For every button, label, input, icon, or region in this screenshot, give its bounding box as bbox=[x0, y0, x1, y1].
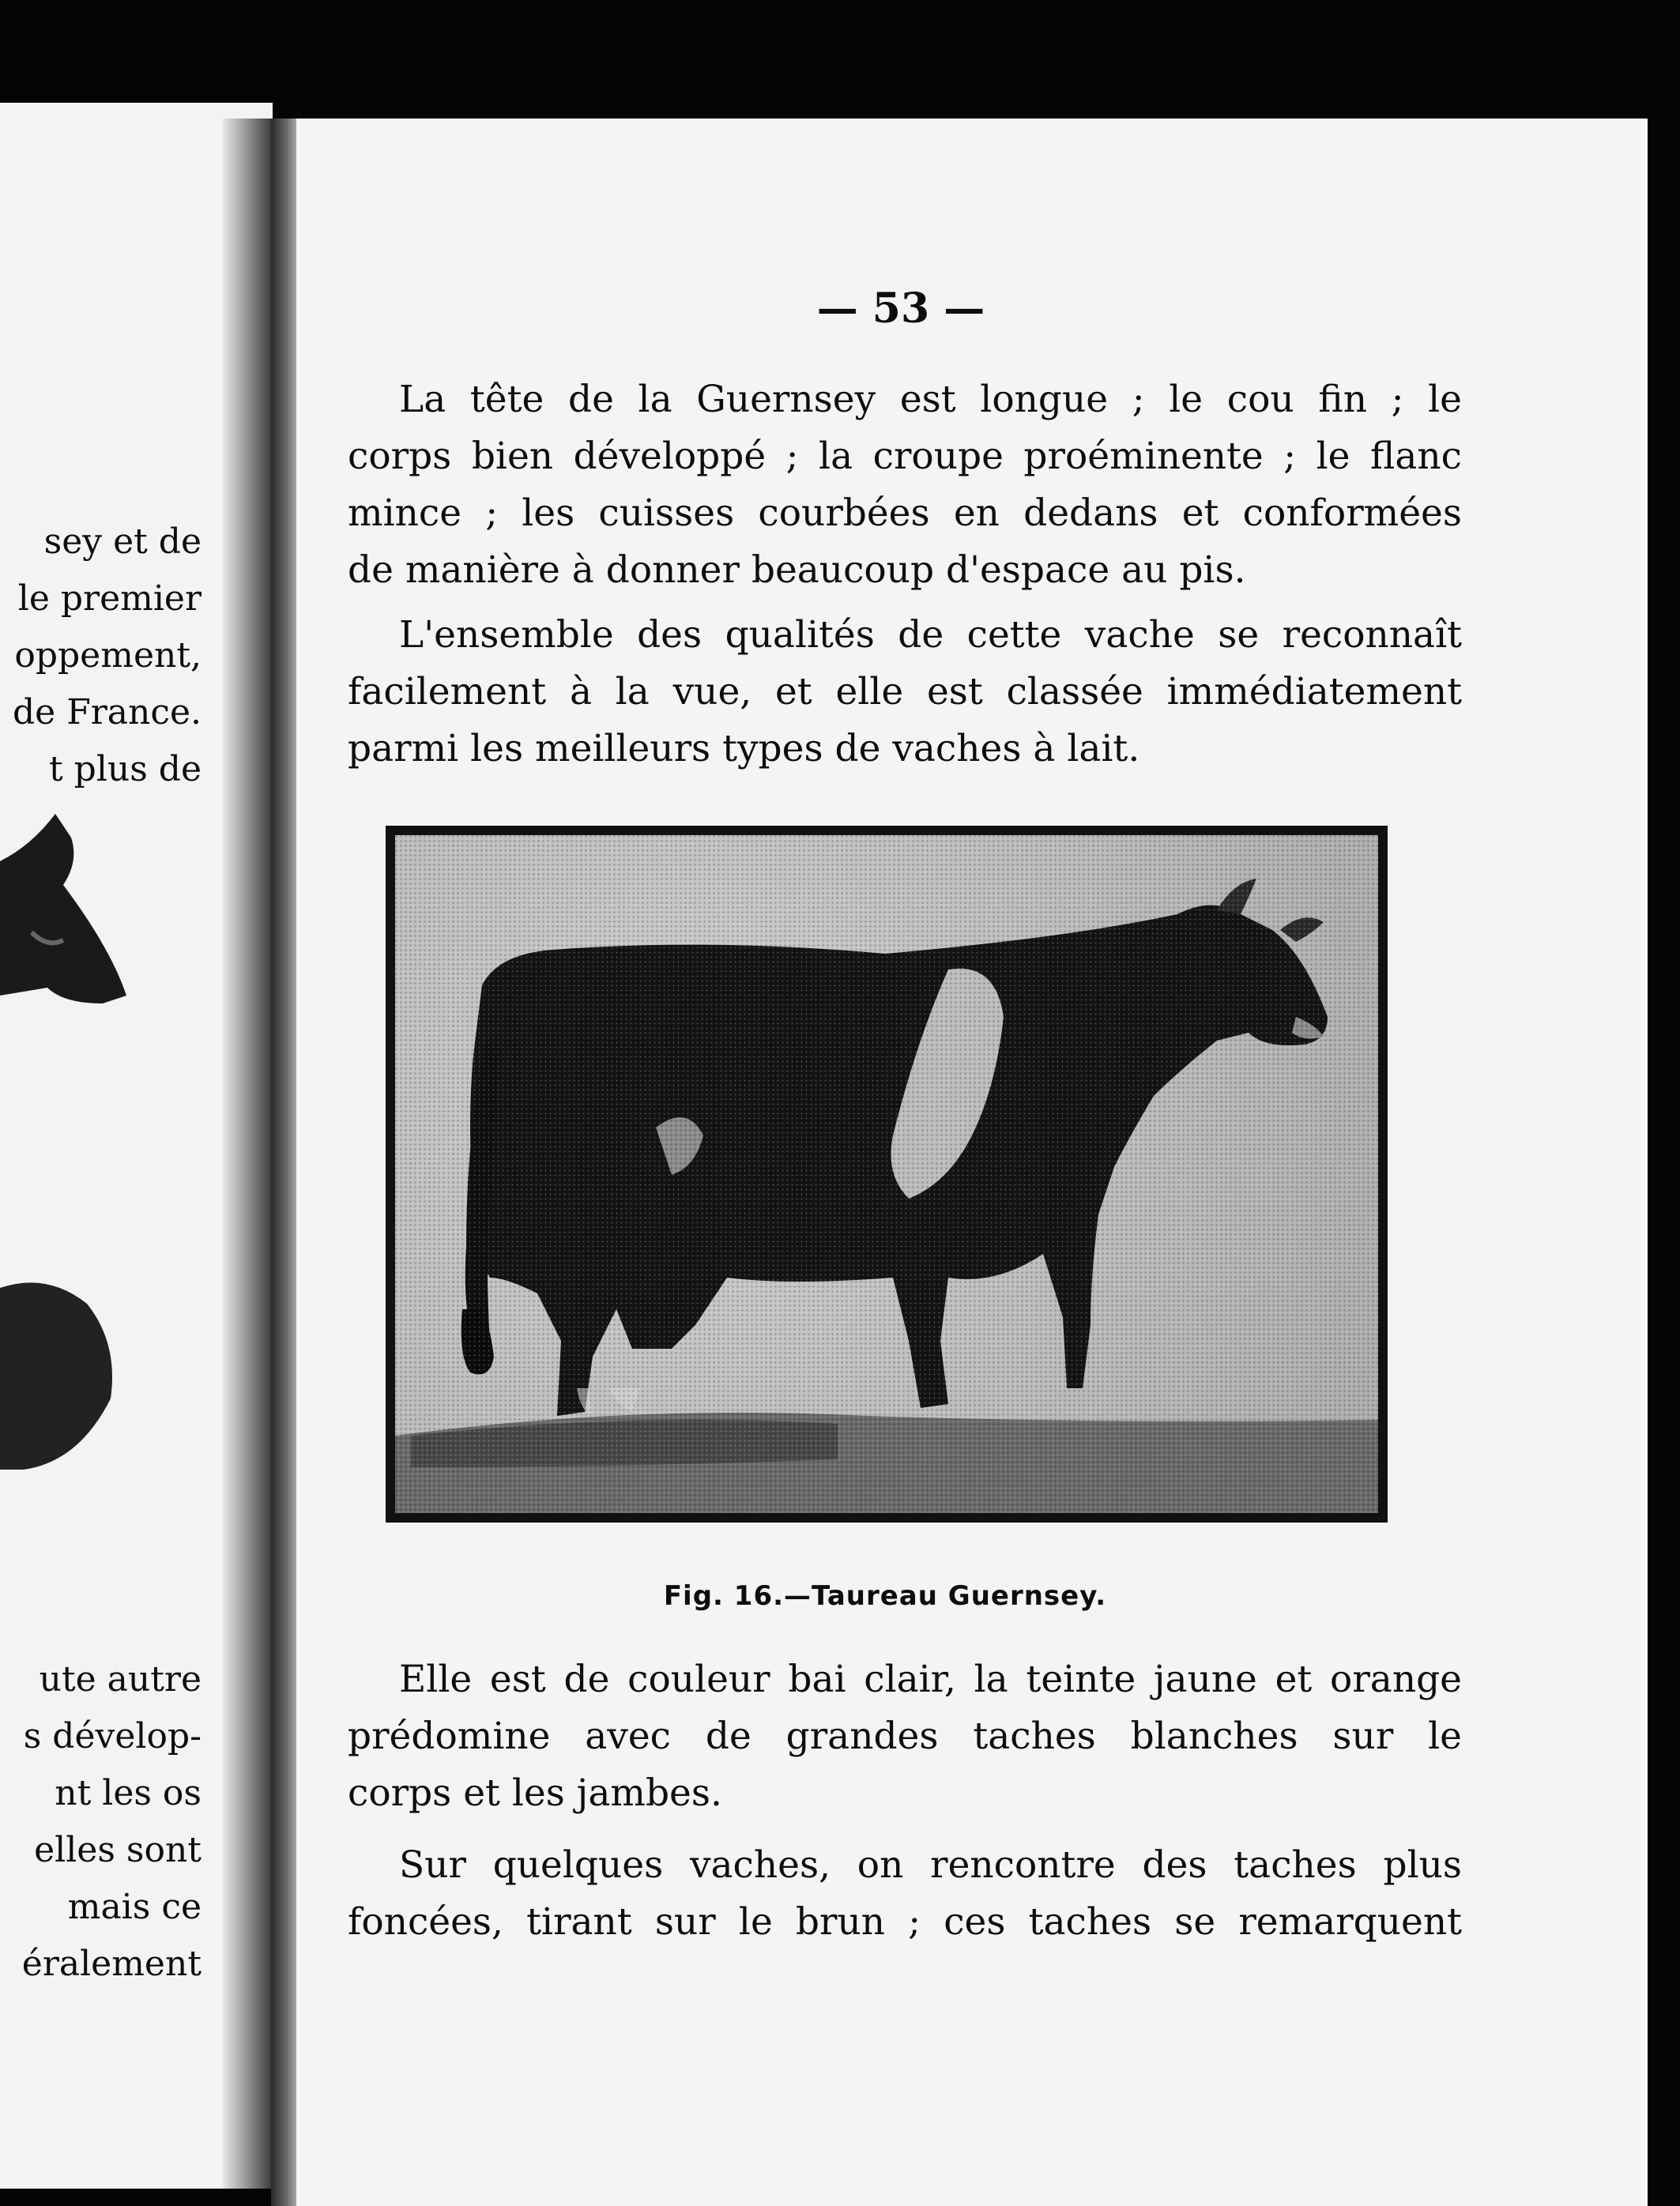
left-line: oppement, bbox=[14, 635, 202, 676]
bull-illustration bbox=[395, 835, 1378, 1513]
paragraph-colour bbox=[348, 1651, 1462, 1822]
text-line: Sur quelques vaches, on rencontre des taches plus bbox=[399, 1843, 1462, 1887]
text-line: corps et les jambes. bbox=[348, 1771, 722, 1815]
left-line: éralement bbox=[21, 1944, 202, 1984]
text-line: Elle est de couleur bai clair, la teinte jaune et orange bbox=[399, 1658, 1462, 1701]
left-line: nt les os bbox=[55, 1773, 202, 1813]
left-line: mais ce bbox=[67, 1887, 202, 1927]
left-line: ute autre bbox=[39, 1659, 202, 1700]
left-page-text-top bbox=[0, 514, 202, 798]
paragraph-head-description bbox=[348, 371, 1462, 599]
page-number: — 53 — bbox=[816, 284, 985, 333]
left-line: sey et de bbox=[43, 521, 202, 562]
bull-photo bbox=[395, 835, 1378, 1513]
left-line: le premier bbox=[17, 578, 202, 619]
text-line: foncées, tirant sur le brun ; ces taches se remarquent bbox=[348, 1900, 1462, 1944]
main-page bbox=[296, 119, 1648, 2206]
left-cow-body-illustration bbox=[0, 1272, 126, 1478]
figure-caption: Fig. 16.—Taureau Guernsey. bbox=[663, 1580, 1107, 1612]
paragraph-qualities bbox=[348, 607, 1462, 777]
left-cow-head-illustration bbox=[0, 814, 158, 1019]
text-line: L'ensemble des qualités de cette vache se reconnaît bbox=[399, 613, 1462, 657]
paragraph-spots bbox=[348, 1837, 1462, 1951]
text-line: facilement à la vue, et elle est classée immédiatement bbox=[348, 670, 1462, 713]
left-line: t plus de bbox=[48, 749, 202, 789]
text-line: corps bien développé ; la croupe proéminente ; le flanc bbox=[348, 435, 1462, 478]
left-page-text-bottom bbox=[0, 1651, 202, 1993]
left-line: de France. bbox=[13, 692, 202, 732]
left-line: s dévelop- bbox=[23, 1716, 202, 1756]
text-line: La tête de la Guernsey est longue ; le cou fin ; le bbox=[399, 378, 1462, 421]
figure-bull-photo bbox=[386, 826, 1388, 1523]
text-line: parmi les meilleurs types de vaches à lait. bbox=[348, 727, 1140, 770]
left-line: elles sont bbox=[34, 1830, 202, 1870]
text-line: mince ; les cuisses courbées en dedans et conformées bbox=[348, 491, 1462, 535]
text-line: prédomine avec de grandes taches blanches sur le bbox=[348, 1715, 1462, 1758]
text-line: de manière à donner beaucoup d'espace au pis. bbox=[348, 548, 1246, 592]
